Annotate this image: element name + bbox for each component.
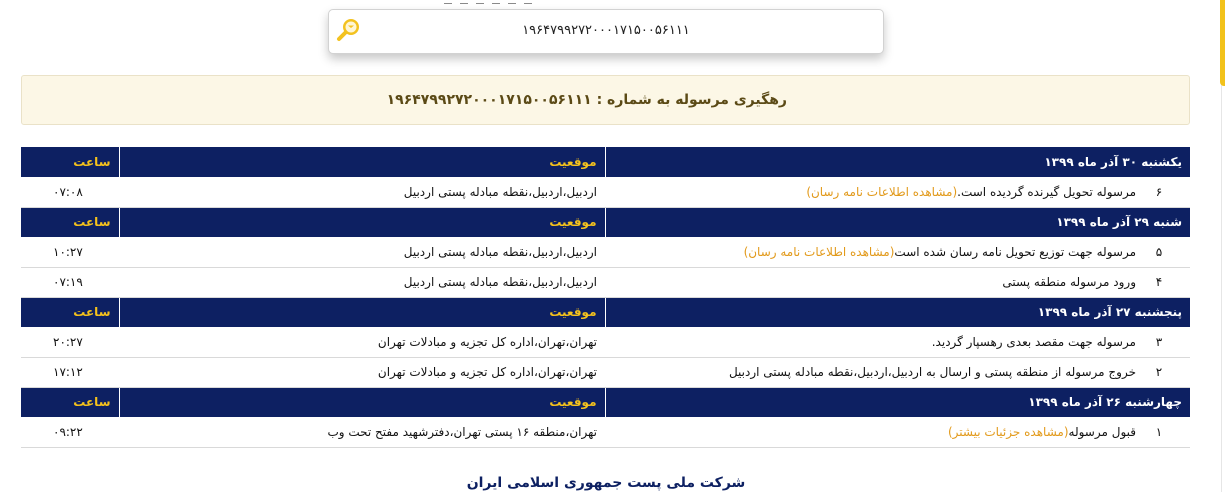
location-column-header: موقعیت bbox=[119, 387, 605, 417]
day-header-row bbox=[21, 387, 1190, 417]
event-time: ۰۹:۲۲ bbox=[21, 417, 119, 447]
event-description-cell bbox=[605, 237, 1190, 267]
event-text: مرسوله جهت مقصد بعدی رهسپار گردید. bbox=[931, 334, 1136, 349]
time-column-header: ساعت bbox=[21, 297, 119, 327]
event-row bbox=[21, 417, 1190, 447]
day-date: شنبه ۲۹ آذر ماه ۱۳۹۹ bbox=[605, 207, 1190, 237]
tracking-banner: رهگیری مرسوله به شماره : ۱۹۶۴۷۹۹۲۷۲۰۰۰۱۷۱۵۰۰۵۶۱۱۱ bbox=[21, 75, 1190, 125]
day-date: پنجشنبه ۲۷ آذر ماه ۱۳۹۹ bbox=[605, 297, 1190, 327]
event-location: اردبیل،اردبیل،نقطه مبادله پستی اردبیل bbox=[119, 237, 605, 267]
tracking-number-input[interactable]: ۱۹۶۴۷۹۹۲۷۲۰۰۰۱۷۱۵۰۰۵۶۱۱۱ bbox=[522, 23, 690, 38]
event-text: ورود مرسوله منطقه پستی bbox=[1002, 275, 1136, 289]
event-row bbox=[21, 177, 1190, 207]
event-time: ۲۰:۲۷ bbox=[21, 327, 119, 357]
event-location: تهران،تهران،اداره کل تجزیه و مبادلات تهران bbox=[119, 327, 605, 357]
details-link[interactable]: (مشاهده اطلاعات نامه رسان) bbox=[806, 184, 958, 199]
event-location: اردبیل،اردبیل،نقطه مبادله پستی اردبیل bbox=[119, 267, 605, 297]
event-time: ۰۷:۰۸ bbox=[21, 177, 119, 207]
time-column-header: ساعت bbox=[21, 387, 119, 417]
truncated-top-text bbox=[440, 0, 560, 4]
event-time: ۱۷:۱۲ bbox=[21, 357, 119, 387]
location-column-header: موقعیت bbox=[119, 147, 605, 177]
location-column-header: موقعیت bbox=[119, 297, 605, 327]
event-number: ۴ bbox=[1155, 275, 1163, 289]
event-number: ۳ bbox=[1155, 334, 1163, 349]
event-text: مرسوله جهت توزیع تحویل نامه رسان شده است bbox=[894, 244, 1136, 259]
location-column-header: موقعیت bbox=[119, 207, 605, 237]
event-row bbox=[21, 357, 1190, 387]
footer-company-name: شرکت ملی پست جمهوری اسلامی ایران bbox=[466, 475, 746, 491]
event-row bbox=[21, 237, 1190, 267]
event-location: تهران،منطقه ۱۶ پستی تهران،دفترشهید مفتح تحت وب bbox=[119, 417, 605, 447]
day-date: یکشنبه ۳۰ آذر ماه ۱۳۹۹ bbox=[605, 147, 1190, 177]
details-link[interactable]: (مشاهده اطلاعات نامه رسان) bbox=[743, 244, 895, 259]
day-header-row bbox=[21, 207, 1190, 237]
event-number: ۲ bbox=[1155, 365, 1163, 379]
event-description-cell bbox=[605, 267, 1190, 297]
day-header-row bbox=[21, 297, 1190, 327]
event-row bbox=[21, 327, 1190, 357]
event-number: ۱ bbox=[1155, 424, 1163, 439]
scroll-accent-bar[interactable] bbox=[1220, 0, 1225, 86]
event-row bbox=[21, 267, 1190, 297]
day-header-row bbox=[21, 147, 1190, 177]
event-text: قبول مرسوله bbox=[1068, 424, 1136, 439]
event-description-cell bbox=[605, 357, 1190, 387]
event-time: ۰۷:۱۹ bbox=[21, 267, 119, 297]
day-date: چهارشنبه ۲۶ آذر ماه ۱۳۹۹ bbox=[605, 387, 1190, 417]
event-location: تهران،تهران،اداره کل تجزیه و مبادلات تهران bbox=[119, 357, 605, 387]
event-description-cell bbox=[605, 177, 1190, 207]
time-column-header: ساعت bbox=[21, 147, 119, 177]
tracking-table bbox=[21, 147, 1190, 448]
event-text: خروج مرسوله از منطقه پستی و ارسال به اردبیل،اردبیل،نقطه مبادله پستی اردبیل bbox=[728, 365, 1136, 379]
event-time: ۱۰:۲۷ bbox=[21, 237, 119, 267]
event-number: ۵ bbox=[1155, 244, 1163, 259]
event-location: اردبیل،اردبیل،نقطه مبادله پستی اردبیل bbox=[119, 177, 605, 207]
time-column-header: ساعت bbox=[21, 207, 119, 237]
tracking-search-box[interactable] bbox=[328, 9, 884, 54]
event-description-cell bbox=[605, 417, 1190, 447]
event-text: مرسوله تحویل گیرنده گردیده است. bbox=[957, 184, 1136, 199]
event-description-cell bbox=[605, 327, 1190, 357]
details-link[interactable]: (مشاهده جزئیات بیشتر) bbox=[947, 424, 1069, 439]
event-number: ۶ bbox=[1155, 184, 1163, 199]
